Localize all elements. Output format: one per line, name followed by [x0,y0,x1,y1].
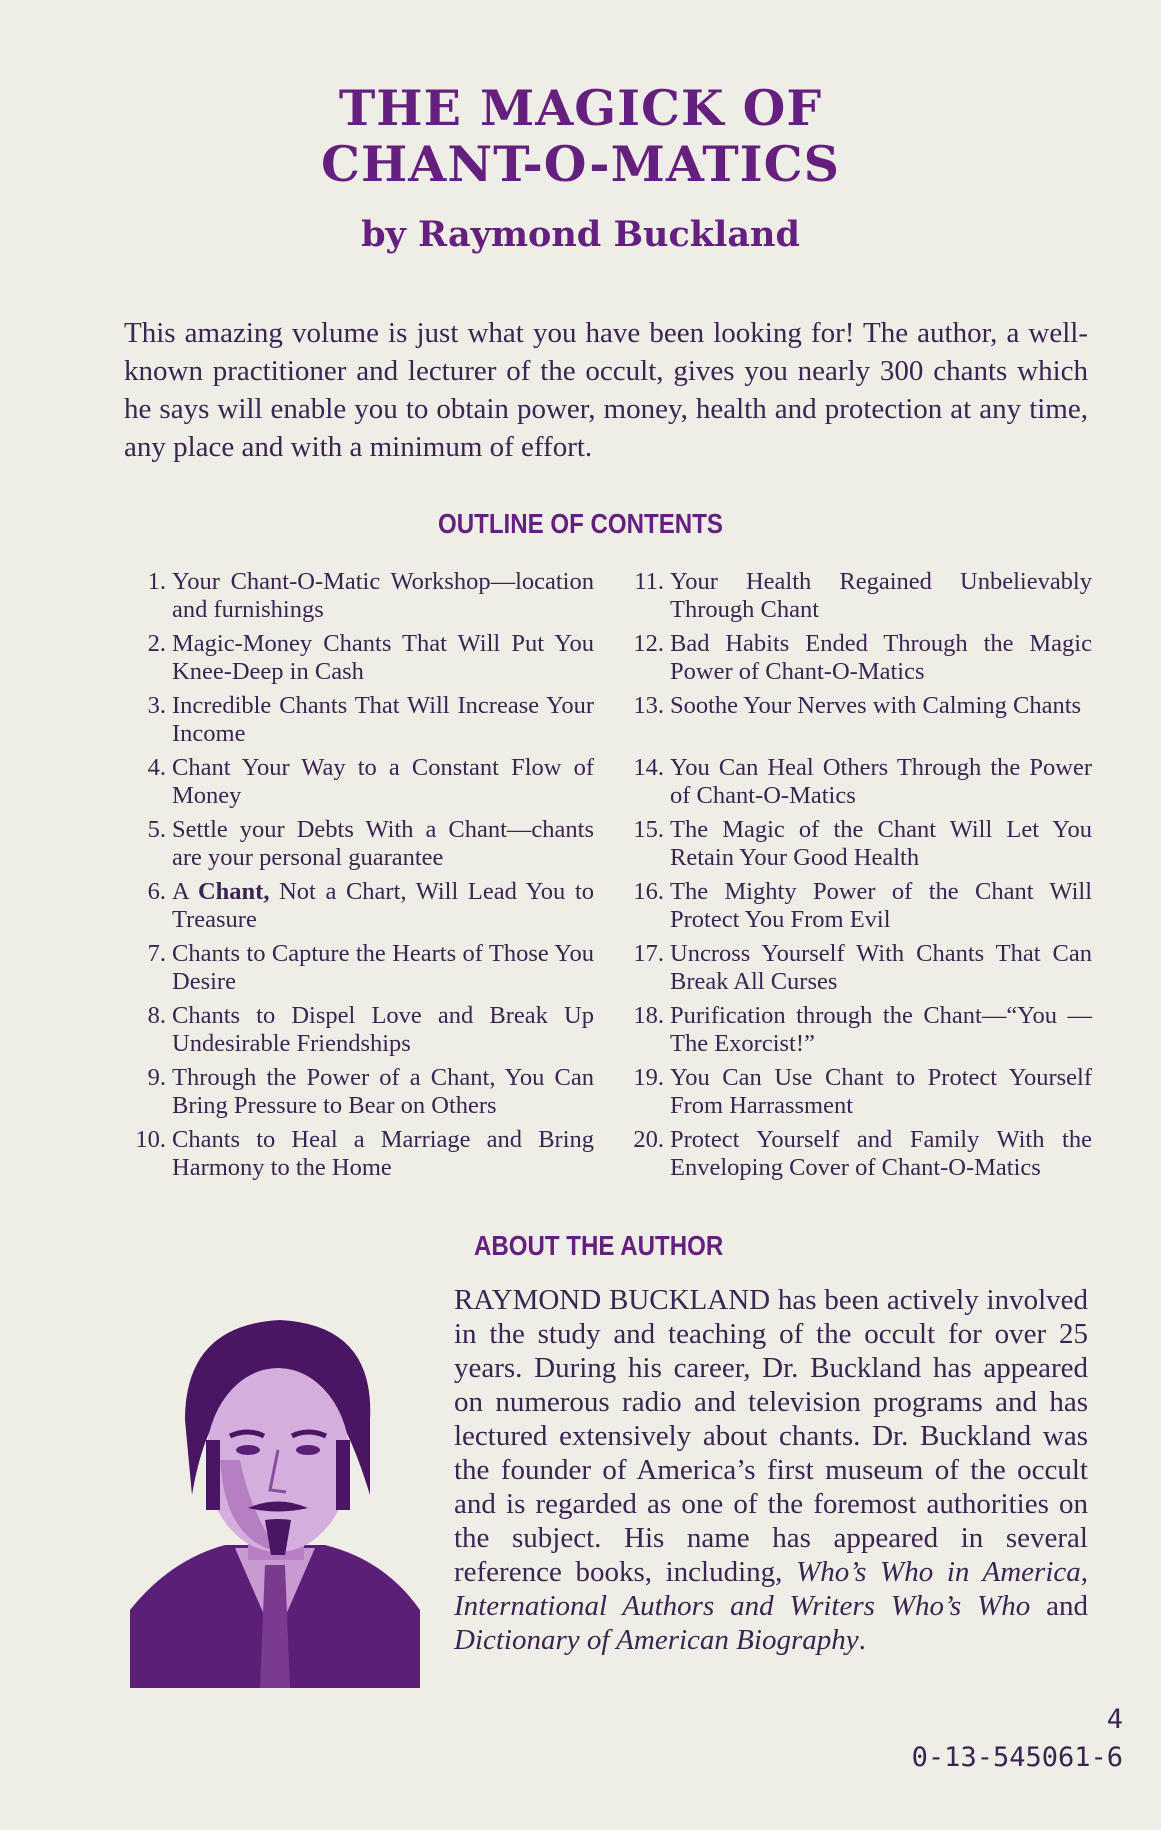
item-number: 2. [147,630,166,657]
item-number: 15. [633,816,664,843]
contents-item [622,568,1092,630]
item-text-part: Not a Chart, Will Lead You to Treasure [172,878,594,933]
item-text: Protect Yourself and Family With the Enveloping Cover of Chant-O-Matics [670,1126,1092,1181]
item-number: 20. [633,1126,664,1153]
item-text: Your Chant-O-Matic Workshop—location and furnishings [172,568,594,623]
contents-item [622,630,1092,692]
item-text: The Mighty Power of the Chant Will Protect You From Evil [670,878,1092,933]
contents-item [124,1126,594,1188]
item-number: 4. [147,754,166,781]
book-title [0,80,1161,192]
contents-item [622,692,1092,754]
item-number: 5. [147,816,166,843]
item-number: 3. [147,692,166,719]
contents-item [622,1126,1092,1188]
item-text: Uncross Yourself With Chants That Can Break All Curses [670,940,1092,995]
contents-item [124,1064,594,1126]
contents-item [124,878,594,940]
item-text: Chants to Dispel Love and Break Up Undesirable Friendships [172,1002,594,1057]
outline-heading: OUTLINE OF CONTENTS [438,508,723,539]
item-text: Soothe Your Nerves with Calming Chants [670,692,1082,719]
item-number: 12. [633,630,664,657]
about-text-and: and [1030,1590,1088,1622]
item-text: You Can Heal Others Through the Power of Chant-O-Matics [670,754,1092,809]
item-number: 11. [634,568,664,595]
item-text: Your Health Regained Unbelievably Through Chant [670,568,1092,623]
contents-item [124,1002,594,1064]
item-text: Settle your Debts With a Chant—chants are your personal guarantee [172,816,594,871]
about-text-italic-1: Who’s Who in America, International Authors and Writers Who’s Who [454,1556,1088,1622]
item-number: 19. [633,1064,664,1091]
contents-item [622,1002,1092,1064]
contents-column-right [622,568,1092,1188]
contents-item [622,754,1092,816]
item-number: 16. [633,878,664,905]
item-text: Purification through the Chant—“You —The Exorcist!” [670,1002,1092,1057]
item-text: Chants to Heal a Marriage and Bring Harmony to the Home [172,1126,594,1181]
about-text-italic-2: Dictionary of American Biography [454,1624,859,1656]
item-number: 7. [147,940,166,967]
item-number: 13. [633,692,664,719]
about-text-body: RAYMOND BUCKLAND has been actively involved in the study and teaching of the occult for over 25 years. During his career, Dr. Buckland has appeared on numerous radio and television programs and has lectured extensively about chants. Dr. Buckland was the founder of America’s first museum of the occult and is regarded as one of the foremost authorities on the subject. His name has appeared in several reference books, including, [454,1284,1088,1588]
item-number: 6. [147,878,166,905]
about-author-heading: ABOUT THE AUTHOR [474,1230,724,1261]
item-number: 14. [633,754,664,781]
title-line-1: THE MAGICK OF [338,79,823,137]
title-line-2: CHANT-O-MATICS [321,135,840,193]
isbn-number: 0-13-545061-6 [911,1742,1123,1773]
contents-item [622,1064,1092,1126]
item-text: Through the Power of a Chant, You Can Bring Pressure to Bear on Others [172,1064,594,1119]
item-text: Chant Your Way to a Constant Flow of Money [172,754,594,809]
item-text [172,878,594,940]
contents-item [622,940,1092,1002]
contents-item [124,816,594,878]
item-text: Incredible Chants That Will Increase Your Income [172,692,594,747]
code-number: 4 [1106,1704,1123,1735]
contents-item [124,568,594,630]
contents-item [124,754,594,816]
item-number: 17. [633,940,664,967]
item-number: 1. [147,568,166,595]
item-text: Bad Habits Ended Through the Magic Power of Chant-O-Matics [670,630,1092,685]
author-portrait [130,1310,420,1688]
contents-item [622,878,1092,940]
contents-item [622,816,1092,878]
item-text: Chants to Capture the Hearts of Those You Desire [172,940,594,995]
contents-column-left [124,568,594,1188]
contents-item [124,630,594,692]
item-number: 18. [633,1002,664,1029]
item-text: Magic-Money Chants That Will Put You Knee-Deep in Cash [172,630,594,685]
about-text-end: . [858,1624,866,1656]
author-byline: by Raymond Buckland [361,214,800,255]
item-number: 10. [135,1126,166,1153]
intro-paragraph: This amazing volume is just what you have been looking for! The author, a well-known practitioner and lecturer of the occult, gives you nearly 300 chants which he says will enable you to obtain power, money, health and protection at any time, any place and with a minimum of effort. [124,317,1088,463]
item-number: 8. [147,1002,166,1029]
item-number: 9. [147,1064,166,1091]
about-author-text [454,1283,1088,1657]
item-text-bold: Chant, [197,878,270,905]
contents-item [124,692,594,754]
item-text: You Can Use Chant to Protect Yourself From Harrassment [670,1064,1092,1119]
item-text-part: A [172,878,198,905]
item-text: The Magic of the Chant Will Let You Retain Your Good Health [670,816,1092,871]
contents-item [124,940,594,1002]
